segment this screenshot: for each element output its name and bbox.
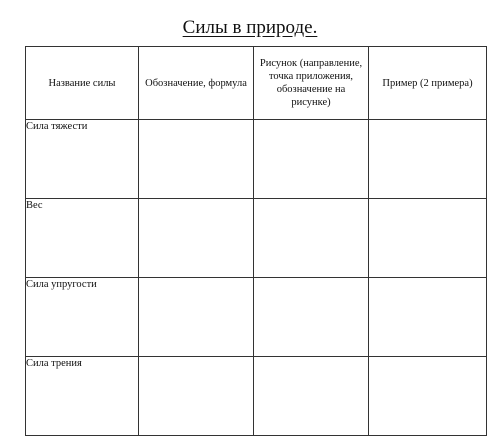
forces-table	[25, 46, 487, 436]
row-label-weight: Вес	[26, 199, 139, 278]
blank-cell	[139, 199, 254, 278]
row-label-friction: Сила трения	[26, 357, 139, 436]
header-force-name: Название силы	[26, 47, 139, 120]
header-notation-formula: Обозначение, формула	[139, 47, 254, 120]
table-row	[26, 278, 487, 357]
blank-cell	[139, 357, 254, 436]
blank-cell	[254, 357, 369, 436]
blank-cell	[254, 199, 369, 278]
blank-cell	[254, 278, 369, 357]
table-row	[26, 199, 487, 278]
blank-cell	[369, 278, 487, 357]
table-header-row	[26, 47, 487, 120]
blank-cell	[369, 357, 487, 436]
header-examples: Пример (2 примера)	[369, 47, 487, 120]
row-label-elastic: Сила упругости	[26, 278, 139, 357]
blank-cell	[254, 120, 369, 199]
blank-cell	[139, 120, 254, 199]
blank-cell	[369, 120, 487, 199]
row-label-gravity: Сила тяжести	[26, 120, 139, 199]
table-row	[26, 120, 487, 199]
table-row	[26, 357, 487, 436]
blank-cell	[369, 199, 487, 278]
header-drawing: Рисунок (направление, точка приложения, обозначение на рисунке)	[254, 47, 369, 120]
blank-cell	[139, 278, 254, 357]
worksheet-title: Силы в природе.	[182, 17, 318, 38]
